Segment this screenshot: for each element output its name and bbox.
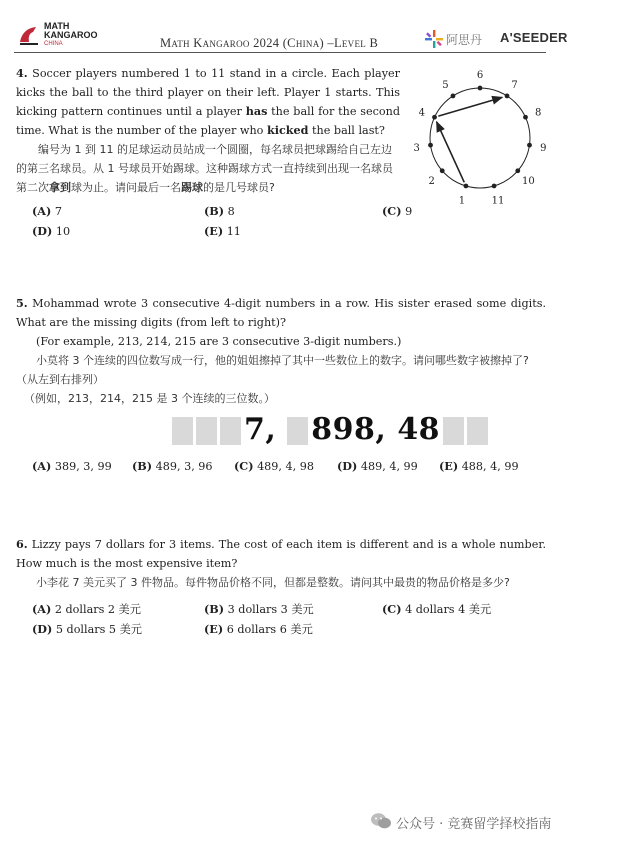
option-text: 489, 4, 98 [257, 460, 314, 473]
q4-cn-part-1: 编号为 1 到 11 的足球运动员站成一个圆圈，每名球员把球踢给自己左边的第三名球员。从 1 号球员开始踢球。这种踢球方式一直持续到出现一名球员第二次 [16, 143, 393, 194]
q6-option-d[interactable] [32, 621, 142, 637]
watermark-text: 公众号 · 竞赛留学择校指南 [396, 817, 552, 832]
erased-digit [467, 417, 488, 445]
player-label-1: 1 [458, 195, 466, 207]
option-label: (C) [382, 204, 402, 218]
option-label: (C) [234, 459, 254, 473]
wechat-icon [370, 812, 392, 830]
q5-option-c[interactable] [234, 459, 314, 473]
player-dot-8 [523, 115, 528, 120]
player-dot-7 [505, 94, 510, 99]
q6-option-e[interactable] [204, 621, 313, 637]
q6-option-b[interactable] [204, 601, 314, 617]
option-label: (A) [32, 459, 52, 473]
player-dot-6 [478, 86, 483, 91]
math-kangaroo-logo [14, 16, 124, 52]
q4-option-b[interactable] [204, 204, 235, 218]
q6-option-c[interactable] [382, 601, 491, 617]
player-label-3: 3 [413, 143, 420, 155]
brand-chinese-name: 阿思丹 [446, 33, 483, 47]
question-4 [16, 64, 400, 197]
q4-en-part-2: the ball for the second time. What is the number of the player who [16, 105, 400, 137]
aseeder-star-icon [424, 29, 444, 49]
player-dot-4 [432, 115, 437, 120]
q6-en-body: Lizzy pays 7 dollars for 3 items. The cost of each item is different and is a whole number. How much is the most expensive item? [16, 538, 546, 570]
q4-option-e[interactable] [204, 224, 241, 238]
player-circle [430, 88, 530, 188]
option-text: 10 [55, 225, 71, 238]
player-label-2: 2 [428, 175, 435, 187]
option-text: 3 dollars 3 美元 [227, 603, 314, 616]
q4-chinese-text [16, 140, 400, 197]
q4-en-emph-has: has [245, 104, 268, 118]
aseeder-logo [422, 28, 568, 50]
q5-english-text [16, 294, 546, 332]
page-title: Math Kangaroo 2024 (China) –Level B [160, 36, 379, 50]
option-label: (E) [439, 459, 459, 473]
option-text: 489, 4, 99 [360, 460, 418, 473]
player-dot-9 [527, 143, 532, 148]
q4-number: 4. [16, 66, 28, 80]
logo-text [44, 22, 98, 49]
question-6 [16, 535, 546, 592]
header-divider [14, 52, 546, 53]
option-label: (E) [204, 224, 224, 238]
q6-chinese-text: 小李花 7 美元买了 3 件物品。每件物品价格不同，但都是整数。请问其中最贵的物品价格是多少? [36, 576, 510, 589]
q5-chinese-example: （例如，213，214，215 是 3 个连续的三位数。） [24, 392, 275, 405]
q5-option-e[interactable] [439, 459, 519, 473]
player-label-4: 4 [418, 107, 425, 119]
q5-en-body: Mohammad wrote 3 consecutive 4-digit numbers in a row. His sister erased some digits. What are the missing digits (from left to right)? [16, 297, 547, 329]
option-label: (B) [204, 204, 225, 218]
option-text: 5 dollars 5 美元 [55, 623, 142, 636]
q4-english-text [16, 64, 400, 140]
q4-option-d[interactable] [32, 224, 70, 238]
brand-english-name: A'SEEDER [500, 30, 568, 45]
q4-circle-figure [406, 62, 556, 208]
option-label: (C) [382, 602, 402, 616]
sequence-part-1: 7, [244, 412, 277, 447]
player-label-5: 5 [442, 80, 449, 92]
logo-line-2: KANGAROO [44, 30, 98, 40]
q5-number-sequence [172, 412, 491, 447]
page-header [14, 16, 614, 56]
q4-cn-emph-2: 踢球 [181, 181, 203, 194]
q4-en-part-1: Soccer players numbered 1 to 11 stand in a circle. Each player kicks the ball to the third player on their left. Player 1 starts. This kicking pattern continues until a player [16, 67, 401, 118]
player-labels [413, 70, 546, 206]
q4-cn-emph-1: 拿到 [49, 181, 71, 194]
player-dot-2 [440, 168, 445, 173]
q5-chinese-text: 小莫将 3 个连续的四位数写成一行，他的姐姐擦掉了其中一些数位上的数字。请问哪些数字被擦掉了?（从左到右排列） [16, 354, 529, 386]
q4-cn-part-3: 的是几号球员? [203, 181, 275, 194]
question-5 [16, 294, 546, 408]
q5-option-d[interactable] [337, 459, 418, 473]
q4-en-emph-kicked: kicked [266, 123, 309, 137]
option-text: 389, 3, 99 [54, 460, 112, 473]
q4-en-part-3: the ball last? [308, 124, 385, 137]
kick-arrow-1-to-4 [437, 122, 465, 183]
option-text: 7 [54, 205, 62, 218]
player-dot-1 [464, 184, 469, 189]
option-label: (A) [32, 602, 52, 616]
logo-line-3: CHINA [44, 41, 63, 47]
option-text: 489, 3, 96 [155, 460, 213, 473]
option-text: 488, 4, 99 [461, 460, 519, 473]
option-label: (D) [337, 459, 358, 473]
wechat-watermark [370, 810, 620, 834]
erased-digit [220, 417, 241, 445]
option-label: (A) [32, 204, 52, 218]
option-text: 9 [405, 205, 413, 218]
option-label: (B) [204, 602, 225, 616]
option-label: (D) [32, 622, 53, 636]
logo-line-1: MATH [44, 21, 70, 31]
option-text: 6 dollars 6 美元 [226, 623, 313, 636]
q5-option-a[interactable] [32, 459, 112, 473]
q4-option-a[interactable] [32, 204, 62, 218]
erased-digit [172, 417, 193, 445]
player-label-10: 10 [522, 175, 535, 187]
player-label-9: 9 [540, 143, 547, 155]
option-label: (B) [132, 459, 153, 473]
player-label-8: 8 [535, 107, 542, 119]
q6-option-a[interactable] [32, 601, 141, 617]
q5-option-b[interactable] [132, 459, 213, 473]
erased-digit [287, 417, 308, 445]
player-dot-3 [428, 143, 433, 148]
option-text: 8 [227, 205, 235, 218]
player-dot-11 [492, 184, 497, 189]
erased-digit [196, 417, 217, 445]
kangaroo-logo-icon [18, 24, 40, 46]
sequence-part-2: 898, [311, 412, 387, 447]
option-text: 4 dollars 4 美元 [405, 603, 492, 616]
q6-english-text [16, 535, 546, 573]
player-label-7: 7 [511, 80, 518, 92]
q5-english-example: (For example, 213, 214, 215 are 3 consecutive 3-digit numbers.) [36, 335, 402, 348]
option-label: (D) [32, 224, 53, 238]
q5-number: 5. [16, 296, 28, 310]
option-text: 11 [226, 225, 241, 238]
erased-digit [443, 417, 464, 445]
option-text: 2 dollars 2 美元 [54, 603, 141, 616]
option-label: (E) [204, 622, 224, 636]
player-dot-10 [515, 168, 520, 173]
player-label-11: 11 [491, 195, 505, 207]
sequence-part-3: 48 [397, 412, 441, 447]
q6-number: 6. [16, 537, 28, 551]
player-label-6: 6 [476, 70, 484, 81]
player-dot-5 [451, 94, 456, 99]
q4-cn-part-2: 球为止。请问最后一名 [71, 181, 181, 194]
